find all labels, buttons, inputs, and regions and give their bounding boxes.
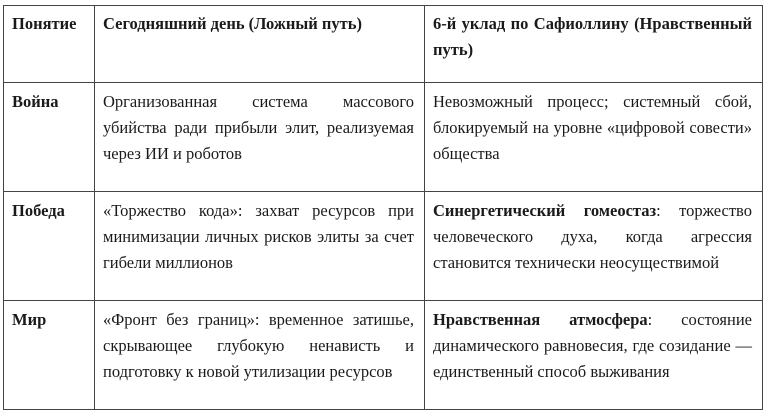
row-moral-text: : состояние динамического равновесия, где созидание — единственный способ выживания xyxy=(433,309,752,381)
row-moral xyxy=(425,82,763,191)
header-concept: Понятие xyxy=(4,6,95,83)
row-today: «Фронт без границ»: временное затишье, скрывающее глубокую ненависть и подготовку к новой утилизации ресурсов xyxy=(95,300,425,409)
header-today: Сегодняшний день (Ложный путь) xyxy=(95,6,425,83)
row-moral-bold: Нравственная атмосфера xyxy=(433,309,648,329)
row-moral-text: : торжество человеческого духа, когда агрессия становится технически неосуществимой xyxy=(433,200,752,272)
row-term: Война xyxy=(4,82,95,191)
row-term: Мир xyxy=(4,300,95,409)
row-moral-text: Невозможный процесс; системный сбой, блокируемый на уровне «цифровой совести» общества xyxy=(433,91,752,163)
table-row xyxy=(4,300,763,409)
header-sixth-order: 6-й уклад по Сафиоллину (Нравственный путь) xyxy=(425,6,763,83)
row-moral xyxy=(425,300,763,409)
row-moral-bold: Синергетический гомеостаз xyxy=(433,200,657,220)
row-term: Победа xyxy=(4,191,95,300)
table-row xyxy=(4,82,763,191)
comparison-table xyxy=(3,5,763,410)
row-moral xyxy=(425,191,763,300)
table-row xyxy=(4,191,763,300)
row-today: «Торжество кода»: захват ресурсов при минимизации личных рисков элиты за счет гибели миллионов xyxy=(95,191,425,300)
table-header-row xyxy=(4,6,763,83)
row-today: Организованная система массового убийства ради прибыли элит, реализуемая через ИИ и роботов xyxy=(95,82,425,191)
